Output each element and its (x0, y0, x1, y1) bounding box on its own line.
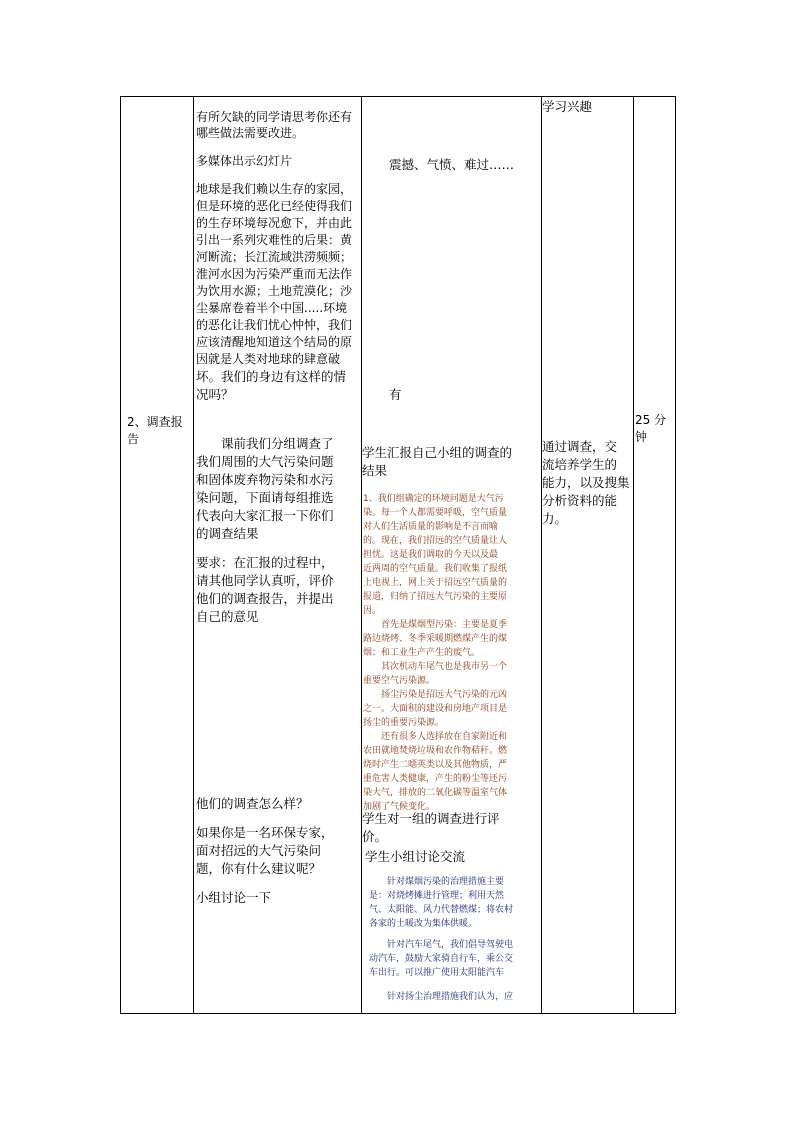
intent-text: 力。 (542, 511, 568, 526)
earth-paragraph: 但是环境的恶化已经使得我们 (196, 199, 353, 213)
reflect-text: 哪些做法需要改进。 (196, 126, 305, 140)
time-allocation: 钟 (635, 430, 648, 444)
group-report-text: 其次机动车尾气也是我市另一个 (363, 662, 508, 672)
report-heading: 结果 (362, 463, 388, 478)
measure-text: 是：对烧烤摊进行管理；利用天然 (369, 891, 505, 901)
survey-paragraph: 我们周围的大气污染问题 (196, 454, 334, 469)
question-text: 他们的调查怎么样？ (196, 796, 309, 811)
group-report-text: 烧时产生二噁英类以及其他物质，严 (363, 760, 508, 770)
earth-paragraph: 应该清醒地知道这个结局的原 (196, 335, 353, 349)
intent-text: 学习兴趣 (542, 99, 593, 114)
group-report-text: 上电视上，网上关于招远空气质量的 (363, 578, 508, 588)
group-report-text: 染。每一个人都需要呼吸，空气质量 (363, 508, 508, 518)
group-report-text: 重危害人类健康，产生的粉尘等还污 (363, 774, 508, 784)
feeling-text: 震撼、气愤、难过…… (389, 157, 515, 172)
survey-paragraph: 课前我们分组调查了 (196, 436, 334, 451)
expert-question: 题，你有什么建议呢？ (196, 861, 322, 876)
earth-paragraph: 因就是人类对地球的肆意破 (196, 352, 341, 366)
earth-paragraph: 地球是我们赖以生存的家园， (196, 182, 353, 196)
earth-paragraph: 河断流；长江流域洪涝频频； (196, 250, 353, 264)
earth-paragraph: 尘暴席卷着半个中国.....环境 (196, 301, 348, 315)
survey-paragraph: 代表向大家汇报一下你们 (196, 508, 334, 523)
requirement-paragraph: 他们的调查报告，并提出 (196, 591, 334, 606)
reflect-text: 有所欠缺的同学请思考你还有 (196, 110, 353, 124)
survey-paragraph: 的调查结果 (196, 526, 259, 541)
group-report-text: 的。现在，我们招远的空气质量让人 (363, 536, 508, 546)
answer-text: 有 (389, 387, 402, 402)
group-report-text: 扬尘污染是招远大气污染的元凶 (363, 690, 508, 700)
group-report-text: 农田就地焚烧垃圾和农作物秸秆。燃 (363, 746, 508, 756)
section-label: 告 (127, 432, 140, 446)
group-report-text: 染大气，排放的二氧化碳等温室气体 (363, 788, 508, 798)
earth-paragraph: 为饮用水源；土地荒漠化；沙 (196, 284, 353, 298)
slides-note: 多媒体出示幻灯片 (196, 154, 293, 168)
group-report-text: 首先是煤烟型污染：主要是夏季 (363, 620, 508, 630)
column-divider (193, 97, 194, 1013)
time-allocation: 25 分 (635, 413, 667, 427)
group-report-text: 之一。大面积的建设和房地产项目是 (363, 704, 508, 714)
requirement-paragraph: 请其他同学认真听，评价 (196, 573, 334, 588)
group-report-text: 烟；和工业生产产生的废气。 (363, 648, 481, 658)
report-heading: 学生汇报自己小组的调查的 (362, 445, 513, 460)
survey-paragraph: 染问题，下面请每组推选 (196, 490, 334, 505)
column-divider (633, 97, 634, 1013)
expert-question: 面对招远的大气污染问 (196, 843, 322, 858)
measure-text: 针对汽车尾气，我们倡导驾驶电 (369, 940, 514, 950)
group-report-text: 因。 (363, 606, 382, 616)
group-report-text: 扬尘的重要污染源。 (363, 718, 445, 728)
evaluate-text: 学生对一组的调查进行评 (362, 811, 500, 826)
group-report-text: 重要空气污染源。 (363, 676, 436, 686)
requirement-paragraph: 自己的意见 (196, 609, 259, 624)
group-report-text: 对人们生活质量的影响是不言而喻 (363, 522, 499, 532)
earth-paragraph: 坏。我们的身边有这样的情 (196, 369, 347, 384)
measure-text: 动汽车，鼓励大家骑自行车，乘公交 (369, 954, 514, 964)
intent-text: 分析资料的能 (542, 493, 618, 508)
discuss-prompt: 小组讨论一下 (196, 890, 272, 905)
earth-paragraph: 况吗？ (196, 387, 234, 402)
group-report-text: 1、我们组确定的环境问题是大气污 (363, 494, 504, 504)
group-report-text: 担忧。这是我们调取的今天以及最 (363, 550, 499, 560)
measure-text: 各家的土暖改为集体供暖。 (369, 919, 478, 929)
group-report-text: 近两周的空气质量。我们收集了报纸 (363, 564, 508, 574)
expert-question: 如果你是一名环保专家， (196, 825, 334, 840)
lesson-plan-table (120, 96, 676, 1014)
earth-paragraph: 的恶化让我们忧心忡忡，我们 (196, 318, 353, 332)
earth-paragraph: 引出一系列灾难性的后果：黄 (196, 233, 353, 247)
group-report-text: 路边烧烤、冬季采暖期燃煤产生的煤 (363, 634, 508, 644)
group-report-text: 还有很多人选择放在自家附近和 (363, 732, 508, 742)
intent-text: 通过调查，交 (542, 439, 618, 454)
intent-text: 能力，以及搜集 (542, 475, 630, 490)
evaluate-text: 价。 (362, 829, 388, 844)
requirement-paragraph: 要求：在汇报的过程中， (196, 555, 334, 570)
group-report-text: 加剧了气候变化。 (363, 802, 436, 812)
measure-text: 车出行。可以推广使用太阳能汽车 (369, 968, 505, 978)
intent-text: 流培养学生的 (542, 457, 618, 472)
measure-text: 针对扬尘治理措施我们认为，应 (369, 992, 514, 1002)
column-divider (361, 97, 362, 1013)
discussion-heading: 学生小组讨论交流 (365, 849, 466, 864)
earth-paragraph: 淮河水因为污染严重而无法作 (196, 267, 353, 281)
group-report-text: 报道，归纳了招远大气污染的主要原 (363, 592, 508, 602)
column-divider (541, 97, 542, 1013)
survey-paragraph: 和固体废弃物污染和水污 (196, 472, 334, 487)
section-label: 2、调查报 (127, 415, 183, 429)
measure-text: 气、太阳能、风力代替燃煤；将农村 (369, 905, 514, 915)
earth-paragraph: 的生存环境每况愈下，并由此 (196, 216, 353, 230)
measure-text: 针对煤烟污染的治理措施主要 (369, 877, 505, 887)
